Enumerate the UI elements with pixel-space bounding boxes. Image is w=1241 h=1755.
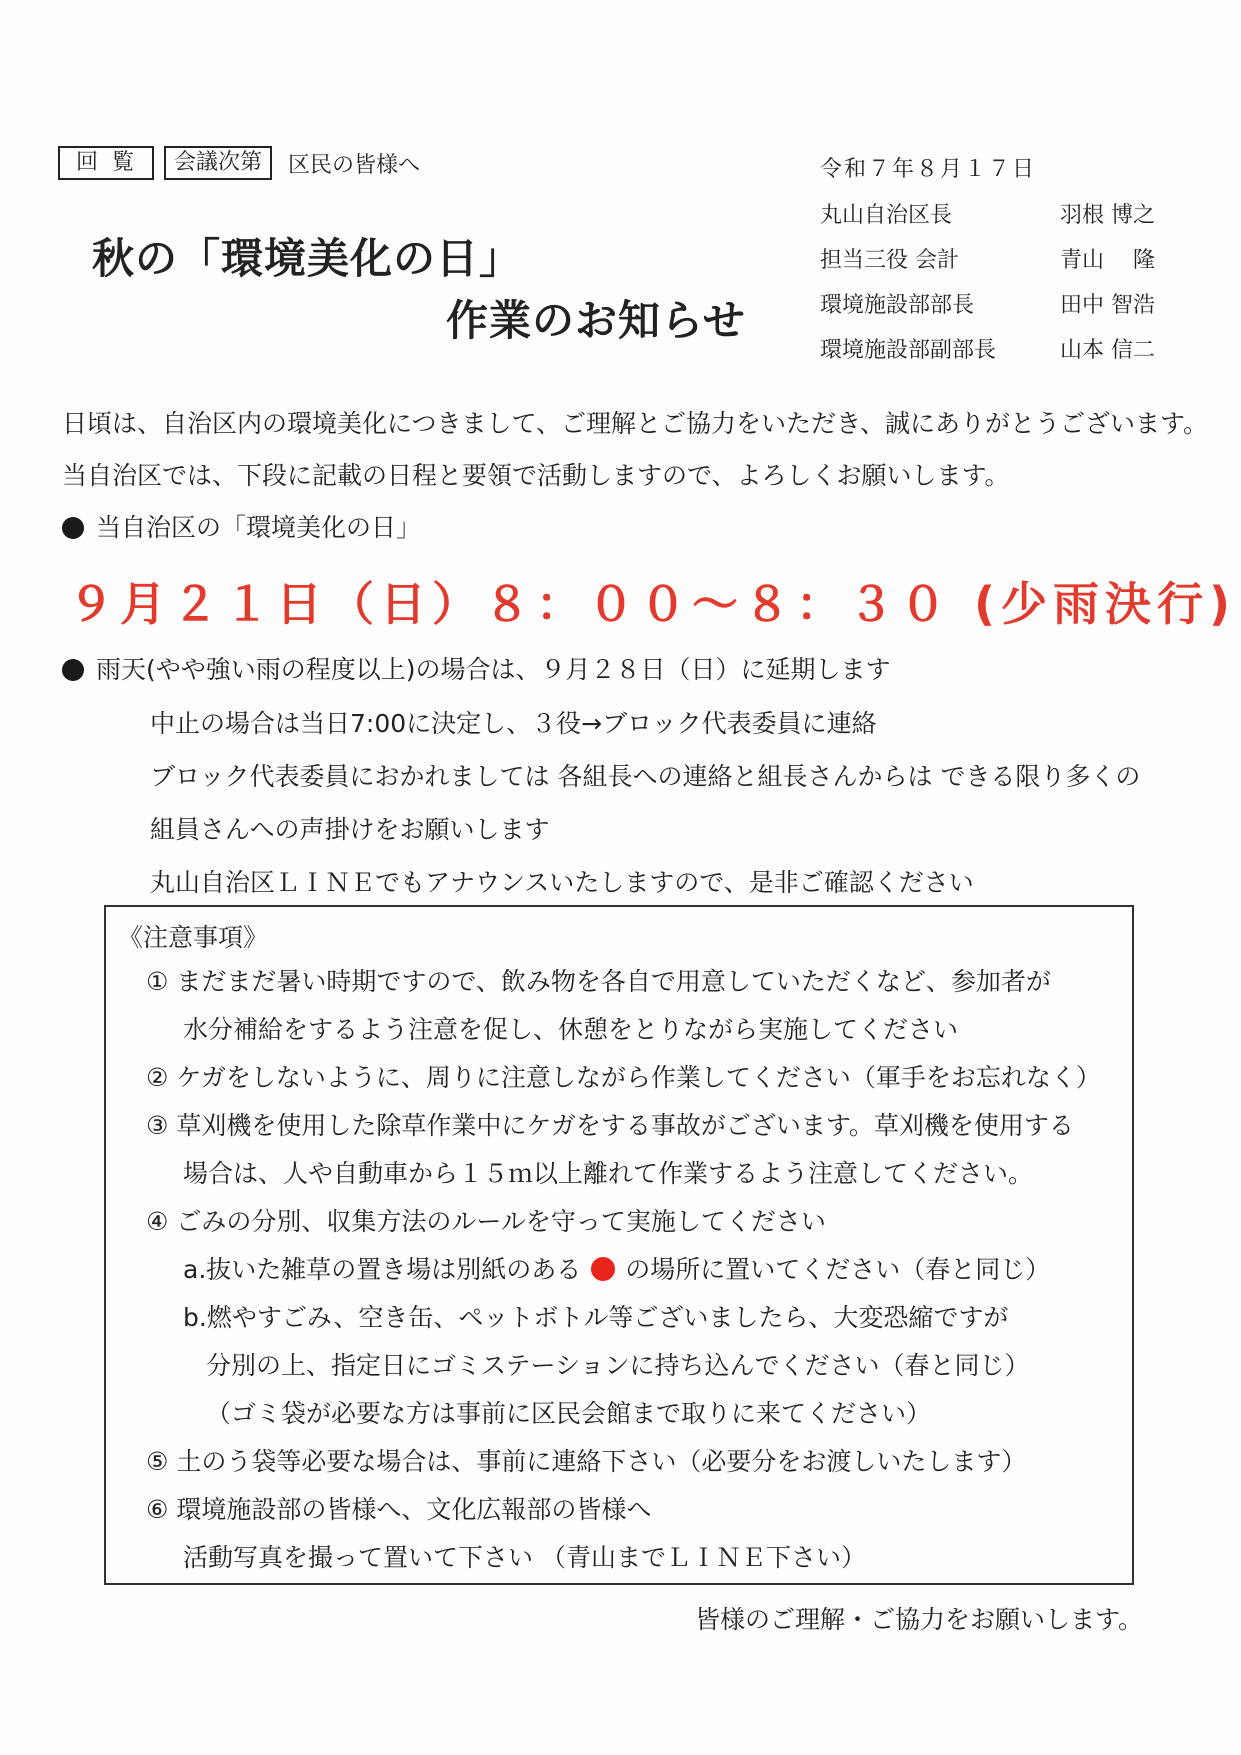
header-tags <box>58 144 420 182</box>
rain-detail-3: 組員さんへの声掛けをお願いします <box>150 815 550 844</box>
circulation-tag: 回覧 <box>58 146 154 180</box>
note-item-4a-text-end: の場所に置いてください（春と同じ） <box>625 1255 1051 1284</box>
note-item-1-cont: 水分補給をするよう注意を促し、休憩をとりながら実施してください <box>183 1015 959 1044</box>
rain-detail-1: 中止の場合は当日7:00に決定し、３役→ブロック代表委員に連絡 <box>150 709 877 738</box>
bullet-line-event <box>62 508 421 544</box>
note-item-6-cont: 活動写真を撮って置いて下さい （青山までＬＩＮＥ下さい） <box>183 1543 866 1572</box>
note-item-6: ⑥ 環境施設部の皆様へ、文化広報部の皆様へ <box>146 1495 652 1524</box>
note-item-2: ② ケガをしないように、周りに注意しながら作業してください（軍手をお忘れなく） <box>146 1063 1101 1092</box>
note-item-4b: b.燃やすごみ、空き缶、ペットボトル等ございましたら、大変恐縮ですが <box>183 1303 1009 1332</box>
issue-date: 令和７年８月１７日 <box>820 157 1037 182</box>
notes-title: 《注意事項》 <box>118 923 269 952</box>
note-item-4: ④ ごみの分別、収集方法のルールを守って実施してください <box>146 1207 826 1236</box>
signatory-role: 担当三役 会計 <box>820 248 959 273</box>
signatory-name: 青山 隆 <box>1060 248 1155 273</box>
note-item-4b-cont2: （ゴミ袋が必要な方は事前に区民会館まで取りに来てください） <box>206 1399 932 1428</box>
intro-paragraph-2: 当自治区では、下段に記載の日程と要領で活動しますので、よろしくお願いします。 <box>62 461 1010 490</box>
signatory-name: 羽根 博之 <box>1060 203 1155 228</box>
closing-message: 皆様のご理解・ご協力をお願いします。 <box>695 1605 1144 1634</box>
signatory-name: 山本 信二 <box>1060 338 1155 363</box>
note-item-4a-text: a.抜いた雑草の置き場は別紙のある <box>183 1255 582 1284</box>
page-title-line1: 秋の「環境美化の日」 <box>92 234 523 283</box>
notes-box <box>104 905 1134 1585</box>
note-item-3-cont: 場合は、人や自動車から１５ｍ以上離れて作業するよう注意してください。 <box>183 1159 1034 1188</box>
signatory-role: 丸山自治区長 <box>820 203 953 228</box>
bullet-icon <box>62 517 84 539</box>
bullet-line-rain <box>62 650 891 686</box>
note-item-1: ① まだまだ暑い時期ですので、飲み物を各自で用意していただくなど、参加者が <box>146 967 1051 996</box>
intro-paragraph-1: 日頃は、自治区内の環境美化につきまして、ご理解とご協力をいただき、誠にありがとうございます。 <box>62 409 1209 438</box>
page-title-line2: 作業のお知らせ <box>446 296 746 345</box>
event-date-highlight: ９月２１日（日）８：００～８：３０ (少雨決行) <box>68 577 1237 631</box>
red-dot-marker-icon <box>591 1257 615 1281</box>
rain-detail-2: ブロック代表委員におかれましては 各組長への連絡と組長さんからは できる限り多くの <box>150 762 1141 791</box>
note-item-4a <box>183 1250 1050 1286</box>
note-item-5: ⑤ 土のう袋等必要な場合は、事前に連絡下さい（必要分をお渡しいたします） <box>146 1447 1027 1476</box>
signatory-name: 田中 智浩 <box>1060 293 1155 318</box>
bullet-text: 当自治区の「環境美化の日」 <box>96 513 422 542</box>
recipient-label: 区民の皆様へ <box>288 152 421 178</box>
rain-detail-4: 丸山自治区ＬＩＮＥでもアナウンスいたしますので、是非ご確認ください <box>150 868 974 897</box>
agenda-tag: 会議次第 <box>164 146 272 180</box>
note-item-3: ③ 草刈機を使用した除草作業中にケガをする事故がございます。草刈機を使用する <box>146 1111 1074 1140</box>
signatory-role: 環境施設部副部長 <box>820 338 997 363</box>
signatory-role: 環境施設部部長 <box>820 293 975 318</box>
bullet-text: 雨天(やや強い雨の程度以上)の場合は、９月２８日（日）に延期します <box>96 655 891 684</box>
bullet-icon <box>62 659 84 681</box>
note-item-4b-cont: 分別の上、指定日にゴミステーションに持ち込んでください（春と同じ） <box>206 1351 1030 1380</box>
